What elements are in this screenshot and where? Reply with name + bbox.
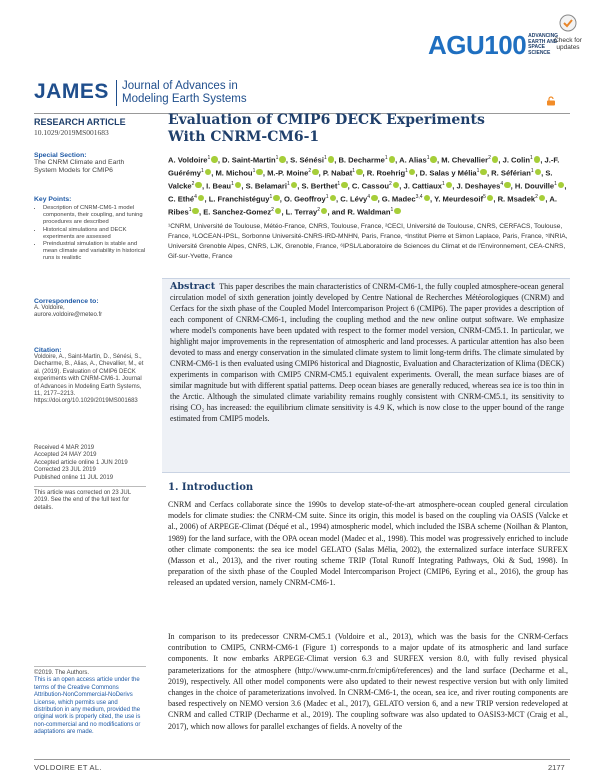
date-line: Accepted 24 MAY 2019 [34, 452, 97, 459]
license-block [34, 670, 146, 737]
author-separator: , [545, 194, 550, 204]
author-name[interactable]: G. Madec [381, 194, 416, 204]
author-name[interactable]: S. Berthet [301, 181, 338, 191]
author-separator: , [285, 155, 291, 165]
author-separator: , [334, 155, 339, 165]
author-affiliation-sup: 1 [269, 193, 273, 200]
author-name[interactable]: I. Beau [206, 181, 232, 191]
body-paragraph: In comparison to its predecessor CNRM-CM5.1 (Voldoire et al., 2013), which was the basis for the CNRM-Cerfacs contribution to CMIP5, CNRM-CM6-1 (Figure 1) corresponds to a major update of its atmospheric and land surface components. It now embarks ARPEGE-Climat version 6.3 and SURFEX version 8.0, with fully revised physical parameterizations for the atmosphere (http://www.umr-cnrm.fr/cmip6/references) and the land surface (Decharme et al., 2019), respectively. All other model components were also updated to their newest respective version but with only limited changes in the choice of parameterizations involved. In CNRM-CM6-1, the ocean, sea ice, and river routing components are based respectively on NEMO version 3.6 (Madec et al., 2017), GELATO version 6, and a new TRIP version redeveloped at CNRM and called CTRIP (Decharme et al., 2019). The coupling software was also updated to OASIS3-MCT (Craig et al., 2017), which now allows for parallel exchanges of fields. A novelty of the [168, 632, 568, 731]
author-name[interactable]: and R. Waldman [331, 207, 391, 217]
key-points-list [34, 205, 146, 263]
agu-tagline-line: SPACE SCIENCE [528, 44, 551, 56]
author-affiliation-sup: 1 [325, 193, 329, 200]
author-affiliation-sup: 1 [390, 206, 394, 213]
author-name[interactable]: R. Msadek [497, 194, 536, 204]
author-separator: , [347, 181, 352, 191]
check-updates-label: Check for [554, 37, 582, 44]
author-affiliation-sup: 1 [207, 155, 211, 161]
author-affiliation-sup: 1 [188, 206, 192, 213]
check-updates-label: updates [556, 44, 580, 51]
author-name[interactable]: J. Cattiaux [403, 181, 442, 191]
correspondence-heading: Correspondence to: [34, 298, 99, 305]
author-name[interactable]: J. Colin [502, 155, 531, 165]
author-name[interactable]: L. Terray [285, 207, 318, 217]
sidebar-divider [34, 666, 146, 667]
footer-rule [34, 759, 570, 760]
abstract [170, 281, 564, 424]
author-affiliation-sup: 1 [275, 155, 279, 161]
agu-brand: AGU100 [428, 30, 527, 60]
author-affiliation-sup: 2 [389, 180, 392, 187]
article-dates [34, 445, 146, 482]
article-title [168, 112, 568, 146]
author-separator: , [318, 168, 323, 178]
author-separator: , [281, 207, 286, 217]
author-name[interactable]: Y. Meurdesoif [434, 194, 484, 204]
author-separator: , [336, 194, 341, 204]
author-separator: , [564, 181, 567, 191]
author-affiliation-sup: 1 [441, 180, 445, 187]
author-name[interactable]: A. Alias [399, 155, 427, 165]
author-separator: , [297, 181, 302, 191]
key-point: • Description of CNRM-CM6-1 model components, their coupling, and tuning procedures are described [43, 205, 146, 227]
author-affiliation-sup: 1 [286, 180, 290, 187]
author-separator: , [377, 194, 382, 204]
key-points [34, 196, 146, 263]
journal-divider [116, 80, 117, 106]
author-name[interactable]: A. Voldoire [168, 155, 208, 165]
author-separator: , [198, 207, 204, 217]
author-separator: , [204, 194, 209, 204]
special-section-heading: Special Section: [34, 152, 87, 159]
journal-name [122, 80, 247, 106]
author-affiliation-sup: 2 [308, 167, 312, 174]
journal-abbrev: JAMES [34, 80, 109, 103]
author-name[interactable]: C. Ethé [168, 194, 195, 204]
author-affiliation-sup: 1 [426, 155, 430, 161]
check-updates-icon [559, 14, 577, 32]
body-paragraph: CNRM and Cerfacs collaborate since the 1990s to develop state-of-the-art atmosphere-ocean coupled general circulation models for climate studies: the CNRM-CM suite. Since its origin, this model is based on the coupling via OASIS (Valcke et al., 2006) of ARPEGE-Climat (Déqué et al., 1994) atmospheric model, which included the ISBA scheme (Noilhan & Planton, 1989) for the land surface, with the OPA ocean model (Madec et al., 1998). This model was progressively enriched to include other climate components: the sea ice model GELATO (Salas Mélia, 2002), the externalized surface interface SURFEX (Masson et al., 2013), and the river routing scheme TRIP (Total Runoff Integrating Pathways, Oki & Sud, 1998). In preparation of the sixth phase of the Coupled Model Intercomparison Project (CMIP6, Eyring et al., 2016), the group has released an updated version, namely CNRM-CM6-1. [168, 500, 568, 588]
author-separator: , [262, 168, 268, 178]
citation-heading: Citation: [34, 347, 62, 354]
author-separator: , [452, 181, 457, 191]
citation [34, 347, 146, 406]
open-access-icon [546, 96, 556, 106]
author-separator: , [436, 155, 442, 165]
author-separator: , [327, 207, 332, 217]
author-name[interactable]: D. Salas y Mélia [419, 168, 477, 178]
article-doi[interactable]: 10.1029/2019MS001683 [34, 128, 109, 137]
author-affiliation-sup: 1 [323, 155, 327, 161]
author-affiliation-sup: 5 [483, 193, 486, 200]
author-name[interactable]: H. Douville [514, 181, 555, 191]
license-text[interactable]: This is an open access article under the terms of the Creative Commons Attribution-NonCommercial-NoDerivs License, which permits use and distribution in any medium, provided the original work is properly cited, the use is non-commercial and no modifications or adaptations are made. [34, 677, 141, 736]
special-section-text[interactable]: The CNRM Climate and Earth System Models for CMIP6 [34, 159, 125, 175]
author-separator: , [498, 155, 503, 165]
correction-note: This article was corrected on 23 JUL 2019. See the end of the full text for details. [34, 490, 131, 511]
section-heading-introduction: 1. Introduction [168, 482, 254, 493]
author-separator: , [217, 155, 223, 165]
author-name[interactable]: M. Michou [215, 168, 253, 178]
author-affiliation-sup: 1 [352, 167, 356, 174]
journal-name-line: Modeling Earth Systems [122, 93, 247, 105]
author-name[interactable]: S. Valcke [168, 168, 553, 191]
key-point: • Historical simulations and DECK experiments are assessed [43, 227, 146, 241]
journal-name-line: Journal of Advances in [122, 80, 238, 92]
special-section [34, 152, 146, 175]
page-number: 2177 [548, 763, 565, 772]
article-type: RESEARCH ARTICLE [34, 117, 126, 127]
check-for-updates-button[interactable] [548, 14, 588, 54]
author-separator: , [493, 194, 498, 204]
author-affiliation-sup: 2 [535, 193, 538, 200]
author-separator: , [430, 194, 435, 204]
correspondence [34, 298, 146, 320]
author-affiliation-sup: 1 [554, 180, 557, 187]
date-line: Received 4 MAR 2019 [34, 445, 95, 451]
author-affiliation-sup: 1 [530, 167, 534, 174]
author-name[interactable]: B. Decharme [338, 155, 385, 165]
correspondence-name: A. Voldoire, [34, 305, 65, 311]
author-affiliation-sup: 1 [384, 155, 388, 161]
author-separator: , [395, 155, 400, 165]
abstract-label: Abstract [170, 281, 216, 292]
author-affiliation-sup: 2 [271, 206, 274, 213]
author-separator: , [510, 181, 515, 191]
date-line: Corrected 23 JUL 2019 [34, 467, 96, 474]
author-name[interactable]: C. Cassou [351, 181, 390, 191]
author-name[interactable]: M.-P. Moine [267, 168, 309, 178]
date-line: Published online 11 JUL 2019 [34, 474, 114, 481]
author-name[interactable]: M. Chevallier [441, 155, 489, 165]
author-name[interactable]: J. Deshayes [456, 181, 501, 191]
key-points-heading: Key Points: [34, 196, 72, 203]
copyright: ©2019. The Authors. [34, 670, 90, 676]
author-name[interactable]: S. Sénési [290, 155, 324, 165]
author-affiliation-sup: 2 [317, 206, 320, 213]
author-separator: , [211, 168, 216, 178]
author-name[interactable]: L. Franchistéguy [208, 194, 270, 204]
author-affiliation-sup: 4 [500, 180, 504, 187]
running-author: VOLDOIRE ET AL. [34, 763, 102, 772]
author-affiliation-sup: 1 [530, 155, 533, 161]
author-separator: , [241, 181, 246, 191]
correspondence-email[interactable]: aurore.voldoire@meteo.fr [34, 312, 103, 319]
author-name[interactable]: R. Séférian [491, 168, 531, 178]
author-affiliation-sup: 4 [194, 193, 197, 200]
author-name[interactable]: P. Nabat [322, 168, 353, 178]
author-affiliation-sup: 1 [231, 180, 234, 187]
title-line: Evaluation of CMIP6 DECK Experiments [168, 112, 485, 128]
author-affiliation-sup: 4 [367, 193, 371, 200]
author-name[interactable]: O. Geoffroy [283, 194, 326, 204]
abstract-text: This paper describes the main characteristics of CNRM-CM6-1, the fully coupled atmosphere-ocean general circulation model of sixth generation jointly developed by Centre National de Recherches Météorologiques (CNRM) and Cerfacs for the sixth phase of the Coupled Model Intercomparison Project 6 (CMIP6). The paper provides a description of each component of CNRM-CM6-1, including the coupling method and the new online output software. We emphasize where model's components have been updated with respect to the former model version, CNRM-CM5.1. In particular, we highlight major improvements in the representation of atmospheric and land processes. A particular attention has also been devoted to mass and energy conservation in the simulated climate system to limit long-term drifts. The climate simulated by CNRM-CM6-1 is then evaluated using CMIP6 historical and Diagnostic, Evaluation and Characterization of Klima (DECK) experiments in comparison with CMIP5 CNRM-CM5.1 equivalent experiments. Overall, the mean surface biases are of similar magnitude but with different spatial patterns. Deep ocean biases are generally reduced, whereas sea ice is too thin in the Arctic. Although the simulated climate variability remains roughly consistent with CNRM-CM5.1, its sensitivity to rising CO₂ has increased: the equilibrium climate sensitivity is 4.9 K, which is now close to the upper bound of the range estimated from CMIP5 models. [170, 282, 564, 423]
author-separator: , [540, 155, 545, 165]
key-point: • Preindustrial simulation is stable and mean climate and variability in historical runs is realistic [43, 241, 146, 263]
author-affiliation-sup: 1 [405, 167, 408, 174]
author-list [168, 153, 568, 218]
author-separator: , [541, 168, 546, 178]
author-separator: , [201, 181, 207, 191]
author-name[interactable]: C. Lévy [340, 194, 368, 204]
date-line: Accepted article online 1 JUN 2019 [34, 459, 128, 466]
author-affiliation-sup: 1 [476, 167, 480, 174]
orcid-icon[interactable] [394, 208, 401, 215]
author-separator: , [362, 168, 367, 178]
citation-text: Voldoire, A., Saint-Martin, D., Sénési, S., Decharme, B., Alias, A., Chevallier, M., et al. (2019). Evaluation of CMIP6 DECK experiments with CNRM-CM6-1. Journal of Advances in Modeling Earth Systems, 11, 2177–2213. https://doi.org/10.1029/2019MS001683 [34, 354, 144, 405]
title-line: With CNRM-CM6-1 [168, 129, 320, 145]
author-name[interactable]: E. Sanchez-Gomez [203, 207, 272, 217]
agu-tagline-line: EARTH AND [528, 38, 558, 45]
author-name[interactable]: R. Roehrig [366, 168, 406, 178]
author-separator: , [399, 181, 404, 191]
author-affiliation-sup: 3,4 [415, 193, 423, 200]
author-separator: , [486, 168, 492, 178]
author-affiliation-sup: 2 [488, 155, 491, 161]
agu-tagline-line: ADVANCING [528, 33, 559, 39]
author-name[interactable]: D. Saint-Martin [222, 155, 276, 165]
author-separator: , [279, 194, 284, 204]
affiliations: ¹CNRM, Université de Toulouse, Météo-France, CNRS, Toulouse, France, ²CECI, Université de Toulouse, CNRS, CERFACS, Toulouse, France, ³LOCEAN-IPSL, Sorbonne Université-CNRS-IRD-MNHN, Paris, France, ⁴Institut Pierre et Simon Laplace, Paris, France, ⁵INRIA, Université Grenoble Alpes, CNRS, LJK, Grenoble, France, ⁶IPSL/Laboratoire de Sciences du Climat et de l'Environnement, CEA-CNRS, Gif-sur-Yvette, France [168, 223, 568, 260]
author-affiliation-sup: 2 [191, 180, 195, 187]
author-affiliation-sup: 1 [200, 167, 204, 174]
author-affiliation-sup: 1 [252, 167, 256, 174]
author-separator: , [415, 168, 420, 178]
author-name[interactable]: A. Ribes [168, 194, 557, 217]
author-name[interactable]: S. Belamari [245, 181, 287, 191]
author-name[interactable]: J.-F. Guérémy [168, 155, 560, 178]
sidebar-divider [34, 486, 146, 487]
author-affiliation-sup: 1 [337, 180, 341, 187]
